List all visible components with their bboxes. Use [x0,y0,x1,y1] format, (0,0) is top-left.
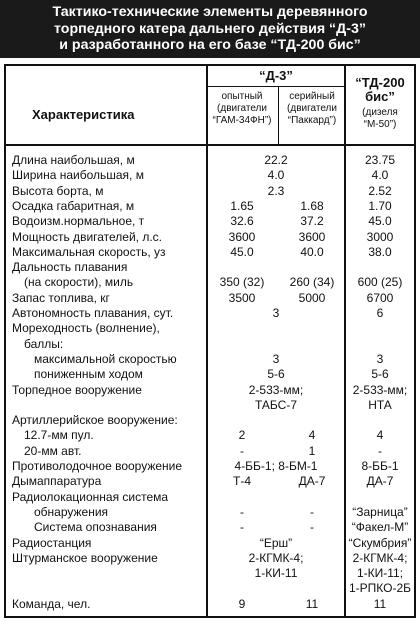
row-label: Штурманское вооружение [12,551,158,565]
row-label: Максимальная скорость, уз [12,245,166,259]
header-d3-serial-2: (двигатели [287,103,337,114]
row-value-d3-serial: 11 [305,597,319,611]
row-value-td200: 8-ББ-1 [361,459,399,473]
row-value-td200: 1-РПКО-2Б [348,581,412,595]
row-label: Длина наибольшая, м [12,153,135,167]
row-value-td200: - [378,444,382,458]
header-td200-1: “ТД-200 [355,75,405,90]
row-value-d3: 1-КИ-11 [254,566,298,580]
row-value-td200: ДА-7 [366,474,394,488]
specs-table [4,64,416,618]
row-value-d3-serial: 1 [308,444,316,458]
row-value-d3-serial: 4 [308,428,316,442]
row-value-d3-experimental: Т-4 [233,474,251,488]
row-value-d3-serial: - [310,505,314,519]
row-value-td200: 6700 [366,291,394,305]
row-value-td200: 38.0 [368,245,392,259]
row-label: 20-мм авт. [24,444,82,458]
row-value-d3-serial: 37.2 [300,214,324,228]
row-value-td200: 45.0 [368,214,392,228]
row-value-d3-serial: 5000 [298,291,326,305]
row-value-d3: 4-ББ-1; 8-БМ-1 [234,459,318,473]
row-value-td200: НТА [368,398,392,412]
row-value-td200: 600 (25) [357,275,403,289]
row-value-td200: 2-КГМК-4; [352,551,408,565]
row-value-d3-serial: ДА-7 [298,474,326,488]
column-divider [344,66,346,616]
row-label: пониженным ходом [34,367,143,381]
row-label: обнаружения [34,505,109,519]
row-label: Торпедное вооружение [12,383,142,397]
header-d3-experimental-2: (двигатели [217,103,267,114]
row-value-d3: 2.3 [267,184,285,198]
row-value-d3-experimental: 32.6 [230,214,254,228]
row-label: Ширина наибольшая, м [12,168,144,182]
header-d3-experimental-1: опытный [221,91,263,102]
row-label: максимальной скоростью [34,352,177,366]
row-value-td200: “Факел-М” [351,520,409,534]
row-label: Мощность двигателей, л.с. [12,230,163,244]
row-value-td200: 6 [376,306,384,320]
header-d3-experimental-3: “ГАМ-34ФН”) [212,115,272,126]
header-divider [6,144,414,146]
row-value-d3-experimental: - [240,444,244,458]
row-label: Мореходность (волнение), [12,321,160,335]
title-line-1: Тактико-технические элементы деревянного [52,4,368,20]
row-value-d3-experimental: 2 [238,428,246,442]
row-value-td200: 11 [373,597,387,611]
row-label: Дальность плавания [12,260,128,274]
row-value-d3-experimental: 9 [238,597,246,611]
header-d3: “Д-3” [259,68,293,83]
title-line-3: и разработанного на его базе “ТД-200 бис” [59,37,361,53]
row-label: Осадка габаритная, м [12,199,135,213]
row-value-td200: 5-6 [371,367,389,381]
subcolumn-divider [278,87,279,144]
row-value-d3-experimental: 3600 [228,230,256,244]
row-label: Команда, чел. [12,597,91,611]
row-value-d3: 5-6 [267,367,285,381]
row-label: 12.7-мм пул. [24,428,94,442]
header-characteristic: Характеристика [32,107,135,122]
row-label: (на скорости), миль [24,275,134,289]
row-value-d3-experimental: - [240,520,244,534]
row-value-d3-experimental: 350 (32) [219,275,265,289]
row-value-d3: 3 [272,306,280,320]
row-value-d3: 4.0 [267,168,285,182]
row-label: Противолодочное вооружение [12,459,183,473]
header-td200-engine-2: “М-50”) [363,119,397,130]
row-value-td200: 3000 [366,230,394,244]
row-value-d3-serial: 40.0 [300,245,324,259]
header-d3-serial-3: “Паккард”) [287,115,337,126]
row-value-td200: 1.70 [368,199,392,213]
row-value-d3-serial: - [310,520,314,534]
row-label: Автономность плавания, сут. [12,306,174,320]
row-value-td200: 2.52 [368,184,392,198]
row-value-td200: 1-КИ-11; [356,566,404,580]
row-value-d3-serial: 3600 [298,230,326,244]
row-value-d3-serial: 260 (34) [289,275,335,289]
row-value-td200: 2-533-мм; [352,383,408,397]
row-value-d3: 2-533-мм; [248,383,304,397]
header-td200-2: бис” [365,89,395,104]
row-value-d3-serial: 1.68 [300,199,324,213]
row-value-d3-experimental: 3500 [228,291,256,305]
row-value-d3-experimental: - [240,505,244,519]
row-label: Запас топлива, кг [12,291,110,305]
row-value-td200: 3 [376,352,384,366]
row-value-d3: 2-КГМК-4; [248,551,304,565]
row-value-d3: 22.2 [264,153,288,167]
column-divider [206,66,208,616]
row-value-td200: “Скумбрия” [348,536,412,550]
row-value-d3: 3 [272,352,280,366]
row-label: Дымаппаратура [12,474,102,488]
title-line-2: торпедного катера дальнего действия “Д-3” [54,20,366,37]
row-label: Водоизм.нормальное, т [12,214,145,228]
table-title [0,0,420,58]
subheader-divider [208,86,344,87]
row-value-td200: 4 [376,428,384,442]
row-value-td200: “Зарница” [352,505,408,519]
row-value-d3-experimental: 1.65 [230,199,254,213]
row-value-td200: 4.0 [371,168,389,182]
header-td200-engine-1: (дизеля [362,107,398,118]
row-value-td200: 23.75 [364,153,396,167]
row-label: Система опознавания [34,520,157,534]
row-value-d3-experimental: 45.0 [230,245,254,259]
row-label: баллы: [24,337,64,351]
row-label: Радиостанция [12,536,92,550]
row-label: Высота борта, м [12,184,104,198]
row-value-d3: “Ерш” [259,536,293,550]
row-label: Артиллерийское вооружение: [12,413,178,427]
header-d3-serial-1: серийный [289,91,335,102]
row-value-d3: ТАБС-7 [254,398,298,412]
row-label: Радиолокационная система [12,490,169,504]
